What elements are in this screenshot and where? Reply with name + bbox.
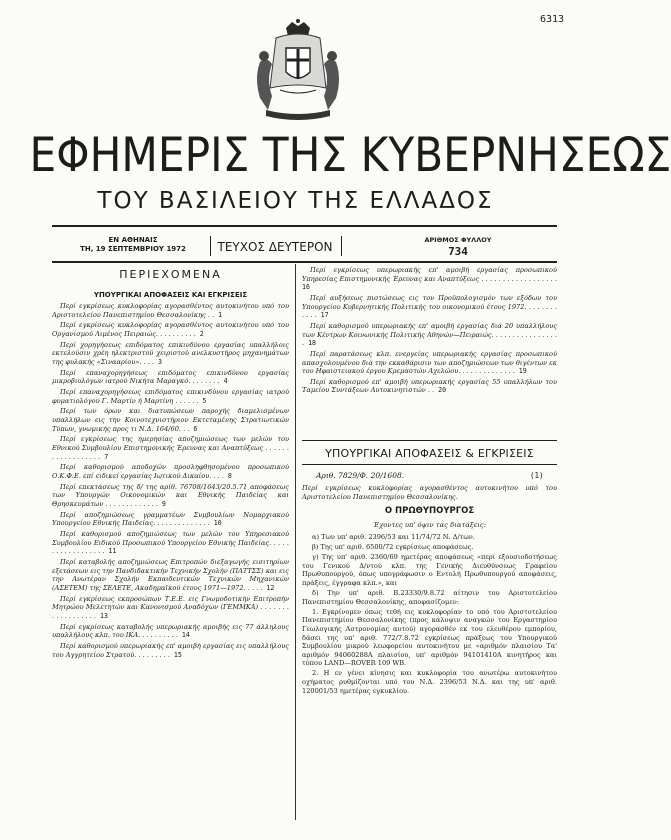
decision-provision: α) Των υπ' αριθ. 2396/53 και 11/74/72 Ν. Δ/των. bbox=[312, 533, 475, 541]
contents-item-text: Περί καθορισμού υπερωριακής επ' αμοιβή εργασίας διά 20 υπαλλήλους των Κέντρων Κοινωνικής Πολιτικής Αθηνών—Πειραιώς. . . . . . . . . . . . . . . . . bbox=[302, 321, 557, 348]
contents-item-text: Περί καθορισμού υπερωριακής επ' αμοιβή εργασίας εις υπαλλήλους του Αγγρητείου Στρατού. . . . . . . . . bbox=[52, 642, 289, 659]
decisions-rule-top bbox=[302, 440, 557, 441]
contents-item bbox=[52, 321, 289, 338]
place-label: ΕΝ ΑΘΗΝΑΙΣ bbox=[108, 236, 158, 244]
contents-item-page: 7 bbox=[100, 452, 109, 461]
contents-item-text: Περί εγκρίσεως κυκλοφορίας αγορασθέντος αυτοκινήτου υπό του Αριστοτελείου Πανεπιστημίου Θεσσαλονίκης . . bbox=[52, 302, 289, 319]
contents-item-page: 5 bbox=[198, 396, 207, 405]
contents-item-text: Περί εγκρίσεως καταβολής υπερωριακής αμοιβής εις 77 άλληλους υπαλλήλους κλπ. του ΙΚΑ. . . . . . . . . . bbox=[52, 622, 289, 640]
column-divider bbox=[295, 264, 296, 820]
decision-provision: γ) Της υπ' αριθ. 2360/69 ημετέρας αποφάσεως «περί εξουσιοδοτήσεως του Γενικού Δ/ντού κλπ. της Γενικής Διευθύνσεως Γραφείου Πρωθυπουργού, όπως υπογράφωσιν ο Εντολή Πρωθυπουργού αποφάσεις, πράξεις, έγγραφα κλπ.», και bbox=[302, 553, 557, 587]
contents-item bbox=[52, 341, 289, 367]
contents-item-page: 8 bbox=[223, 472, 232, 480]
contents-item-page: 10 bbox=[209, 519, 222, 528]
decision-provisions bbox=[302, 533, 557, 697]
decision-subject: Περί εγκρίσεως κυκλοφορίας αγορασθέντος αυτοκινήτου υπό του Αριστοτελείου Πανεπιστημίου Θεσσαλονίκης. bbox=[302, 484, 557, 501]
decision-number: Αριθ. 7829/Φ. 20/1608. bbox=[316, 471, 405, 480]
contents-item bbox=[52, 511, 289, 528]
contents-item bbox=[302, 322, 557, 348]
contents-item-text: Περί εγκρίσεως εκπροσώπων Τ.Ε.Ε. εις Γνωμοδοτικήν Επιτροπήν Μητρώου Μελετητών και Κανονισμού Αναδόχων (ΓΕΜΜΚΑ) . . . . . . . . . . . . . . . . . . bbox=[52, 594, 289, 620]
decision-provision: δ) Την υπ' αριθ. Β.23330/9.8.72 αίτησιν του Αριστοτελείου Πανεπιστημίου Θεσσαλονίκης, αποφασίζομεν: bbox=[302, 589, 557, 606]
contents-item-page: 2 bbox=[195, 329, 204, 338]
contents-item-text: Περί αυξήσεως πιστώσεως εις τον Προϋπολογισμόν των εξόδων του Υπουργείου Κυβερνητικής Πολιτικής του οικονομικού έτους 1972. . . . . . . . . . . . bbox=[302, 293, 557, 320]
contents-item bbox=[302, 350, 557, 376]
contents-item bbox=[52, 407, 289, 433]
contents-item-text: Περί εγκρίσεως της ημερησίας αποζημιώσεως των μελών του Εθνικού Συμβουλίου Επιστημονικής Έρευνας και Αναπτύξεως . . . . . . . . . . . . . . . . . . bbox=[52, 435, 289, 461]
contents-section-heading: ΥΠΟΥΡΓΙΚΑΙ ΑΠΟΦΑΣΕΙΣ ΚΑΙ ΕΓΚΡΙΣΕΙΣ bbox=[93, 291, 248, 299]
contents-item-text: Περί αποζημιώσεως γραμματέων Συμβουλίων Νομαρχιακού Υπουργείου Εθνικής Παιδείας. . . . . . . . . . . . . . bbox=[52, 510, 289, 528]
authority-heading: Ο ΠΡΩΘΥΠΟΥΡΓΟΣ bbox=[384, 506, 475, 516]
sheet-number-label: ΑΡΙΘΜΟΣ ΦΥΛΛΟΥ bbox=[424, 236, 492, 244]
contents-item bbox=[52, 463, 289, 480]
contents-item bbox=[302, 294, 557, 320]
contents-item-page: 9 bbox=[157, 499, 166, 508]
sheet-number: 734 bbox=[448, 245, 468, 258]
contents-item-page: 12 bbox=[262, 583, 275, 592]
decision-ref: (1) bbox=[530, 471, 544, 480]
contents-title: ΠΕΡΙΕΧΟΜΕΝΑ bbox=[119, 268, 222, 281]
contents-list-right bbox=[302, 266, 557, 397]
contents-item bbox=[52, 302, 289, 319]
place-date bbox=[68, 236, 198, 254]
masthead-rule-top bbox=[52, 225, 557, 227]
contents-item bbox=[302, 266, 557, 292]
page-number: 6313 bbox=[540, 14, 565, 25]
issue-label: ΤΕΥΧΟΣ ΔΕΥΤΕΡΟΝ bbox=[217, 240, 333, 254]
contents-item bbox=[52, 369, 289, 386]
contents-item-page: 1 bbox=[214, 310, 223, 319]
contents-item-text: Περί παρατάσεως κλπ. ενεργείας υπερωριακής εργασίας προσωπικού απασχολουμένου διά την εκκαθάρισιν των αποζημιώσεων των θιγέντων εκ του Ηφαιστειακού έργου Κρεμαστών Αχελώου. . . . . . . . . . . . . . bbox=[302, 349, 557, 376]
decision-intro: Έχοντες υπ' όψιν τας διατάξεις: bbox=[372, 521, 486, 529]
gazette-subtitle: ΤΟΥ ΒΑΣΙΛΕΙΟΥ ΤΗΣ ΕΛΛΑΔΟΣ bbox=[97, 188, 494, 214]
decision-provision: β) Της υπ' αριθ. 6500/72 εγκρίσεως αποφάσεως. bbox=[312, 543, 474, 552]
decisions-heading: ΥΠΟΥΡΓΙΚΑΙ ΑΠΟΦΑΣΕΙΣ & ΕΓΚΡΙΣΕΙΣ bbox=[325, 447, 534, 460]
gazette-title: ΕΦΗΜΕΡΙΣ ΤΗΣ ΚΥΒΕΡΝΗΣΕΩΣ bbox=[29, 128, 671, 183]
decision-provision: 1. Εγκρίνομεν όπως τεθή εις κυκλοφορίαν το υπό του Αριστοτελείου Πανεπιστημίου Θεσσαλονίκης (προς κάλυψιν αναγκών του Εργαστηρίου Γεωλογικής Αστρονομίας αυτού) αγορασθέν εκ του ελευθέρου εμπορίου, δάσει της υπ' αριθ. 772/7.8.72 εγκρίσεως πράξεως του Υπουργικού Συμβουλίου μικρού λεωφορείου αυτοκινήτου με «αριθμόν πλαισίου Τα' αριθμόν 94060288Α πλαισίου, υπ' αριθμόν 94101410Α κινητήρος και τύπου LAND—ROVER 109 WB. bbox=[302, 607, 557, 668]
contents-item-text: Περί εγκρίσεως υπερωριακής επ' αμοιβή εργασίας προσωπικού Υπηρεσίας Επιστημονικής Έρευνας και Αναπτύξεως . . . . . . . . . . . . . . . . . . bbox=[302, 266, 557, 283]
contents-item bbox=[52, 530, 289, 556]
contents-item bbox=[52, 558, 289, 592]
contents-item-page: 4 bbox=[219, 377, 228, 386]
contents-item-page: 11 bbox=[104, 547, 117, 556]
contents-item-page: 6 bbox=[189, 424, 198, 433]
contents-item-text: Περί καταβολής αποζημιώσεως Επιτροπών διεξαγωγής εισιτηρίων εξετάσεων εις την Πανδιδακτικήν Τεχνικήν Σχολήν (ΠΑΤΤΣΣ) και εις την Ανωτέραν Σχολήν Εκπαιδευτικών Τεχνικών Μηχανικών (ΑΣΕΤΕΜ) της ΣΕΛΕΤΕ, Ακαδημαϊκού έτους 1971—1972. . . . . bbox=[52, 558, 289, 592]
masthead-rule-bottom bbox=[52, 261, 557, 263]
contents-item-page: 3 bbox=[154, 357, 163, 366]
contents-item-text: Περί επεκτάσεως της δ/ της αρίθ. 76708/1643/20.5.71 αποφάσεως των Υπουργών Οικονομικών και Εθνικής Παιδείας και Θρησκευμάτων . . . . . . . . . . . . . bbox=[52, 482, 289, 508]
contents-item-page: 19 bbox=[514, 367, 527, 376]
contents-item-page: 15 bbox=[169, 650, 182, 659]
contents-item-text: Περί καθορισμού επ' αμοιβή υπερωριακής εργασίας 55 υπαλλήλων του Ταμείου Συντάξεων Αυτοκινητιστών . . bbox=[302, 377, 557, 395]
issue-date: ΤΗ, 19 ΣΕΠΤΕΜΒΡΙΟΥ 1972 bbox=[80, 245, 186, 253]
contents-item bbox=[302, 378, 557, 395]
contents-item-text: Περί καθορισμού αποδοχών προσληφθησομένου προσωπικού Ο.Κ.Φ.Ε. επί ειδικεί εργασίας Ιωτικού Δικαίου. . . . bbox=[52, 463, 289, 480]
contents-item-page: 20 bbox=[434, 386, 447, 395]
contents-item-page: 17 bbox=[316, 311, 329, 320]
contents-item bbox=[52, 483, 289, 509]
contents-item-page: 18 bbox=[304, 339, 317, 348]
contents-item-text: Περί χορηγήσεως επιδόματος επικινδύνου εργασίας υπαλλήλοις εκτελούσιν χρέη ηλεκτριστού χειριστού ανελκυστήρος μηχανημάτων της φυλακής «Σινααρίου». . . . bbox=[52, 340, 289, 366]
contents-item-text: Περί των όρων και διατυπώσεων παροχής διαμελισμένων υπαλλήλων εις την Κοινοτεχνιστήριον Εκτεταμένης Στρατιωτικών Τύπων, γνωμικής προς τι Ν.Δ. 164/60. . . bbox=[52, 407, 289, 433]
contents-item bbox=[52, 595, 289, 621]
contents-item-text: Περί εγκρίσεως κυκλοφορίας αγορασθέντος αυτοκινήτου υπό του Οργανισμού Λιμένος Πειραιώς. . . . . . . . . . bbox=[52, 321, 289, 338]
contents-item bbox=[52, 642, 289, 659]
contents-item bbox=[52, 435, 289, 461]
contents-item-text: Περί επαναχορηγήσεως επιδόματος επικινδύνου εργασίας μικροβιολόγων ιατρού Νικήτα Μαραγκό. . . . . . . . bbox=[52, 368, 289, 386]
contents-list-left bbox=[52, 302, 289, 661]
contents-item-text: Περί επαναχορηγήσεως επιδόματος επικινδύνου εργασίας ιατρού φυματιολόγου Γ. Μαρτίν ή Μαρτίνη . . . . . . bbox=[52, 388, 289, 405]
contents-item bbox=[52, 388, 289, 405]
contents-item bbox=[52, 623, 289, 640]
royal-coat-of-arms-icon bbox=[246, 18, 350, 126]
contents-item-page: 16 bbox=[302, 283, 310, 292]
contents-item-text: Περί καθορισμού αποζημιώσεως των μελών του Υπηρεσιακού Συμβουλίου Ειδικού Προσωπικού Υπουργείου Εθνικής Παιδείας. . . . . . . . . . . . . . . . . . bbox=[52, 530, 289, 556]
contents-item-page: 13 bbox=[96, 611, 108, 620]
decision-provision: 2. Η εν γένει κίνησις και κυκλοφορία του ανωτέρω αυτοκινήτου οχήματος ρυθμίζονται υπό του Ν.Δ. 2396/53 Ν.Δ. και της υπ' αριθ. 120001/53 ημετέρας εγκυκλίου. bbox=[302, 669, 557, 695]
decisions-rule-bottom bbox=[302, 464, 557, 465]
contents-item-page: 14 bbox=[177, 631, 190, 640]
